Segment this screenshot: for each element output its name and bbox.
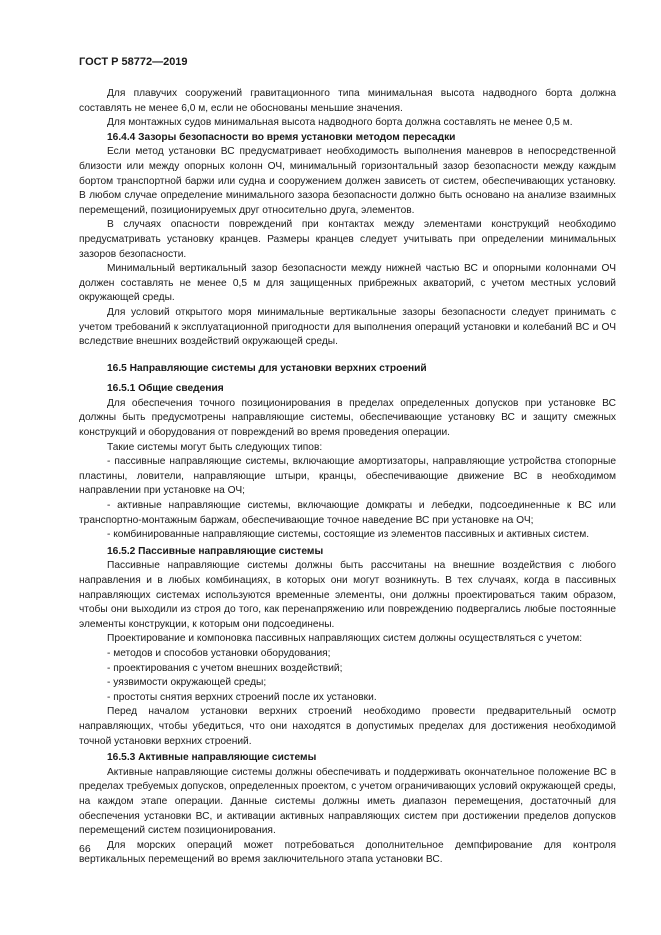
- section-heading-16-4-4: 16.4.4 Зазоры безопасности во время установки методом пересадки: [107, 131, 456, 143]
- paragraph: Пассивные направляющие системы должны быть рассчитаны на внешние воздействия с любого направления и в любых комбинациях, в которых они могут возникнуть. В тех случаях, когда в пассивных направляющих системах используются временные элементы, они должны проектироваться таким образом, чтобы они выходили из строя до того, как перенапряжению или повреждению подвергались любые постоянные элементы конструкции, к которым они подсоединены.: [79, 560, 616, 630]
- paragraph: В случаях опасности повреждений при контактах между элементами конструкций необходимо предусматривать установку кранцев. Размеры кранцев следует учитывать при определении минимальных зазоров безопасности.: [79, 219, 616, 260]
- list-item: - активные направляющие системы, включающие домкраты и лебедки, подсоединенные к ВС или транспортно-монтажным баржам, обеспечивающие точное наведение ВС при установке на ОЧ;: [79, 500, 616, 526]
- section-heading-16-5-3: 16.5.3 Активные направляющие системы: [107, 752, 317, 764]
- system-types-list: [79, 455, 616, 543]
- list-item: - проектирования с учетом внешних воздействий;: [107, 662, 343, 674]
- paragraph: Для условий открытого моря минимальные вертикальные зазоры безопасности следует принимать с учетом требований к эксплуатационной пригодности для выполнения операций установки и колебаний ВС и ОЧ вследствие внешних воздействий окружающей среды.: [79, 306, 616, 348]
- list-item: - простоты снятия верхних строений после их установки.: [107, 691, 377, 703]
- paragraph: Перед началом установки верхних строений необходимо провести предварительный осмотр направляющих, чтобы убедиться, что они находятся в допустимых пределах для достижения необходимой точной установки верхних строений.: [79, 706, 616, 747]
- list-item: - методов и способов установки оборудования;: [107, 647, 331, 659]
- section-heading-16-5: 16.5 Направляющие системы для установки верхних строений: [107, 362, 427, 374]
- paragraph: Для морских операций может потребоваться дополнительное демпфирование для контроля вертикальных перемещений во время заключительного этапа установки ВС.: [79, 839, 616, 866]
- document-header: ГОСТ Р 58772—2019: [79, 56, 188, 68]
- paragraph: Активные направляющие системы должны обеспечивать и поддерживать окончательное положение ВС в пределах требуемых допусков, определенных проектом, с учетом ограничивающих условий окружающей среды, на каждом этапе операции. Данные системы должны иметь диапазон перемещения, достаточный для обеспечения установки ВС, и активации активных направляющих систем при достижении пределов допусков перемещений систем позиционирования.: [79, 766, 616, 837]
- paragraph: Для монтажных судов минимальная высота надводного борта должна составлять не менее 0,5 м.: [107, 117, 573, 129]
- design-considerations-list: [79, 647, 616, 705]
- list-item: - комбинированные направляющие системы, состоящие из элементов пассивных и активных систем.: [107, 529, 590, 541]
- document-body: [79, 87, 616, 868]
- paragraph: Для обеспечения точного позиционирования в пределах определенных допусков при установке ВС должны быть предусмотрены направляющие системы, обеспечивающие установку ВС и защиту смежных конструкций и оборудования от повреждений во время проведения операции.: [79, 397, 616, 439]
- list-item: - пассивные направляющие системы, включающие амортизаторы, направляющие устройства стопорные пластины, ловители, направляющие штыри, кранцы, обеспечивающие движение ВС в необходимом направлении при установке на ОЧ;: [79, 456, 616, 497]
- section-heading-16-5-2: 16.5.2 Пассивные направляющие системы: [107, 545, 324, 557]
- paragraph: Если метод установки ВС предусматривает необходимость выполнения маневров в непосредственной близости или между опорных колонн ОЧ, минимальный горизонтальный зазор безопасности между каждым бортом транспортной баржи или судна и сооружением должен зависеть от систем, обеспечивающих установку. В любом случае определение минимального зазора безопасности должно быть основано на анализе взаимных перемещений, позиционируемых друг относительно друга, элементов.: [79, 146, 616, 216]
- paragraph: Проектирование и компоновка пассивных направляющих систем должны осуществляться с учетом:: [107, 633, 583, 645]
- section-heading-16-5-1: 16.5.1 Общие сведения: [107, 383, 224, 395]
- paragraph: Такие системы могут быть следующих типов:: [107, 441, 323, 453]
- paragraph: Минимальный вертикальный зазор безопасности между нижней частью ВС и опорными колоннами ОЧ должен составлять не менее 0,5 м для защищенных прибрежных акваторий, с учетом местных условий окружающей среды.: [79, 263, 616, 304]
- list-item: - уязвимости окружающей среды;: [107, 677, 267, 689]
- page-number: 66: [79, 843, 91, 855]
- paragraph: Для плавучих сооружений гравитационного типа минимальная высота надводного борта должна составлять не менее 6,0 м, если не обоснованы меньшие значения.: [79, 88, 616, 114]
